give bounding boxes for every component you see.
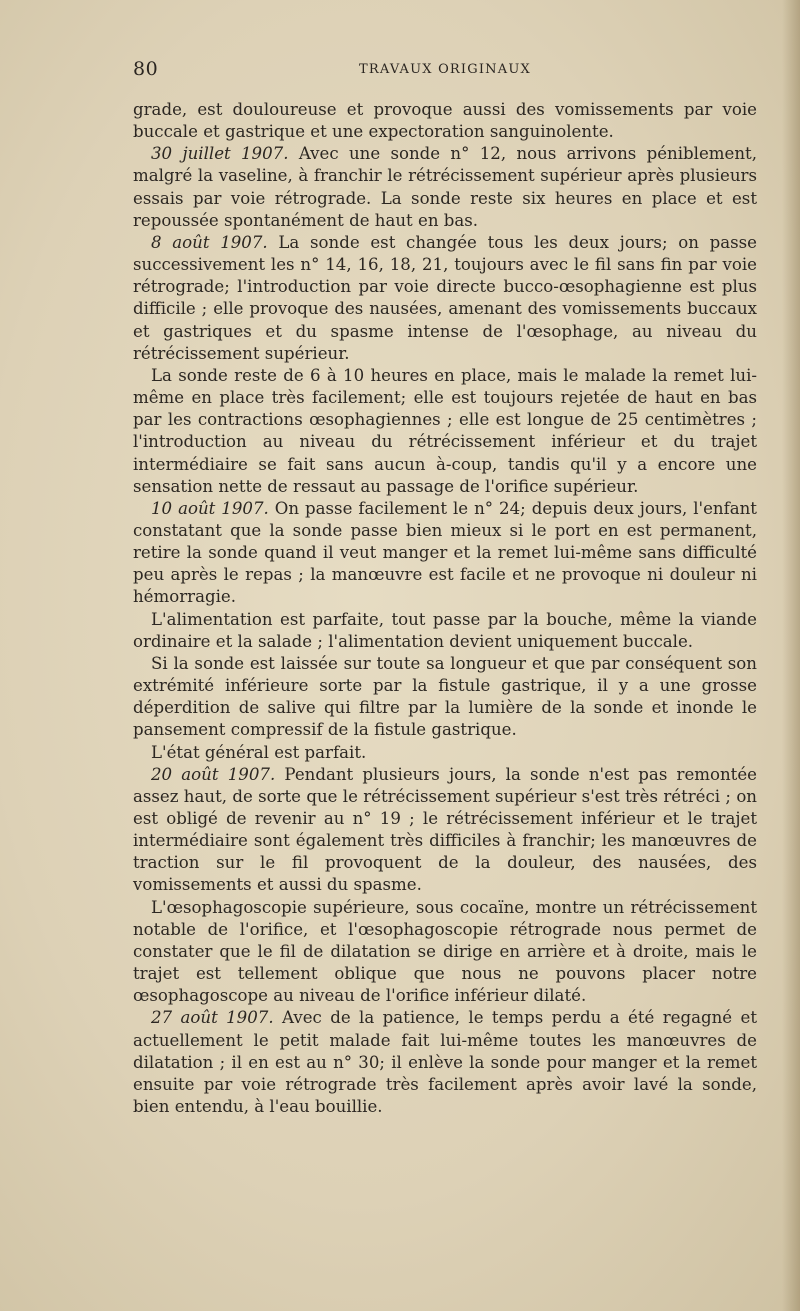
paragraph-text: Avec de la patience, le temps perdu a été regagné et actuellement le petit malade fait lui-même toutes les manœuvres de dilatation ; il en est au n° 30; il enlève la sonde pour manger et la remet ensuite par voie rétrograde très facilement après avoir lavé la sonde, bien entendu, à l'eau bouillie. bbox=[133, 1008, 757, 1117]
entry-date: 20 août 1907. bbox=[151, 764, 276, 784]
paragraph bbox=[133, 143, 757, 232]
paragraph bbox=[133, 498, 757, 609]
page-header bbox=[133, 58, 757, 82]
body-text bbox=[133, 99, 757, 1118]
paragraph-text: L'état général est parfait. bbox=[151, 742, 367, 762]
paragraph bbox=[133, 609, 757, 653]
paragraph bbox=[133, 764, 757, 897]
paragraph bbox=[133, 1007, 757, 1118]
paragraph-text: L'alimentation est parfaite, tout passe par la bouche, même la viande ordinaire et la salade ; l'alimentation devient uniquement buccale. bbox=[133, 609, 757, 651]
entry-date: 8 août 1907. bbox=[151, 232, 268, 252]
paragraph-text: La sonde est changée tous les deux jours; on passe successivement les n° 14, 16, 18, 21, toujours avec le fil sans fin par voie rétrograde; l'introduction par voie directe bucco-œsophagienne est plus difficile ; elle provoque des nausées, amenant des vomissements buccaux et gastriques et du spasme intense de l'œsophage, au niveau du rétrécissement supérieur. bbox=[133, 232, 757, 363]
running-head: TRAVAUX ORIGINAUX bbox=[359, 62, 531, 77]
paragraph bbox=[133, 897, 757, 1008]
paragraph bbox=[133, 99, 757, 143]
entry-date: 27 août 1907. bbox=[151, 1008, 274, 1028]
paragraph-text: L'œsophagoscopie supérieure, sous cocaïne, montre un rétrécissement notable de l'orifice, et l'œsophagoscopie rétrograde nous permet de constater que le fil de dilatation se dirige en arrière et à droite, mais le trajet est tellement oblique que nous ne pouvons placer notre œsophagoscope au niveau de l'orifice inférieur dilaté. bbox=[133, 897, 757, 1006]
paragraph-text: On passe facilement le n° 24; depuis deux jours, l'enfant constatant que la sonde passe bien mieux si le port en est permanent, retire la sonde quand il veut manger et la remet lui-même sans difficulté peu après le repas ; la manœuvre est facile et ne provoque ni douleur ni hémorragie. bbox=[133, 498, 757, 607]
paragraph bbox=[133, 232, 757, 365]
paragraph-text: La sonde reste de 6 à 10 heures en place, mais le malade la remet lui-même en place très facilement; elle est toujours rejetée de haut en bas par les contractions œsophagiennes ; elle est longue de 25 centimètres ; l'introduction au niveau du rétrécissement inférieur et du trajet intermédiaire se fait sans aucun à-coup, tandis qu'il y a encore une sensation nette de ressaut au passage de l'orifice supérieur. bbox=[133, 365, 757, 496]
page-edge-shadow bbox=[782, 0, 800, 1311]
paragraph bbox=[133, 653, 757, 742]
paragraph-text: Pendant plusieurs jours, la sonde n'est pas remontée assez haut, de sorte que le rétrécissement supérieur s'est très rétréci ; on est obligé de revenir au n° 19 ; le rétrécissement inférieur et le trajet intermédiaire sont également très difficiles à franchir; les manœuvres de traction sur le fil provoquent de la douleur, des nausées, des vomissements et aussi du spasme. bbox=[133, 764, 757, 895]
paragraph-text: Avec une sonde n° 12, nous arrivons péniblement, malgré la vaseline, à franchir le rétrécissement supérieur après plusieurs essais par voie rétrograde. La sonde reste six heures en place et est repoussée spontanément de haut en bas. bbox=[133, 144, 757, 230]
paragraph bbox=[133, 742, 757, 764]
page-number: 80 bbox=[133, 58, 159, 80]
paragraph bbox=[133, 365, 757, 498]
paragraph-text: grade, est douloureuse et provoque aussi des vomissements par voie buccale et gastrique et une expectoration sanguinolente. bbox=[133, 100, 757, 142]
entry-date: 10 août 1907. bbox=[151, 498, 269, 518]
paragraph-text: Si la sonde est laissée sur toute sa longueur et que par conséquent son extrémité inférieure sorte par la fistule gastrique, il y a une grosse déperdition de salive qui filtre par la lumière de la sonde et inonde le pansement compressif de la fistule gastrique. bbox=[133, 653, 757, 740]
entry-date: 30 juillet 1907. bbox=[151, 144, 289, 164]
